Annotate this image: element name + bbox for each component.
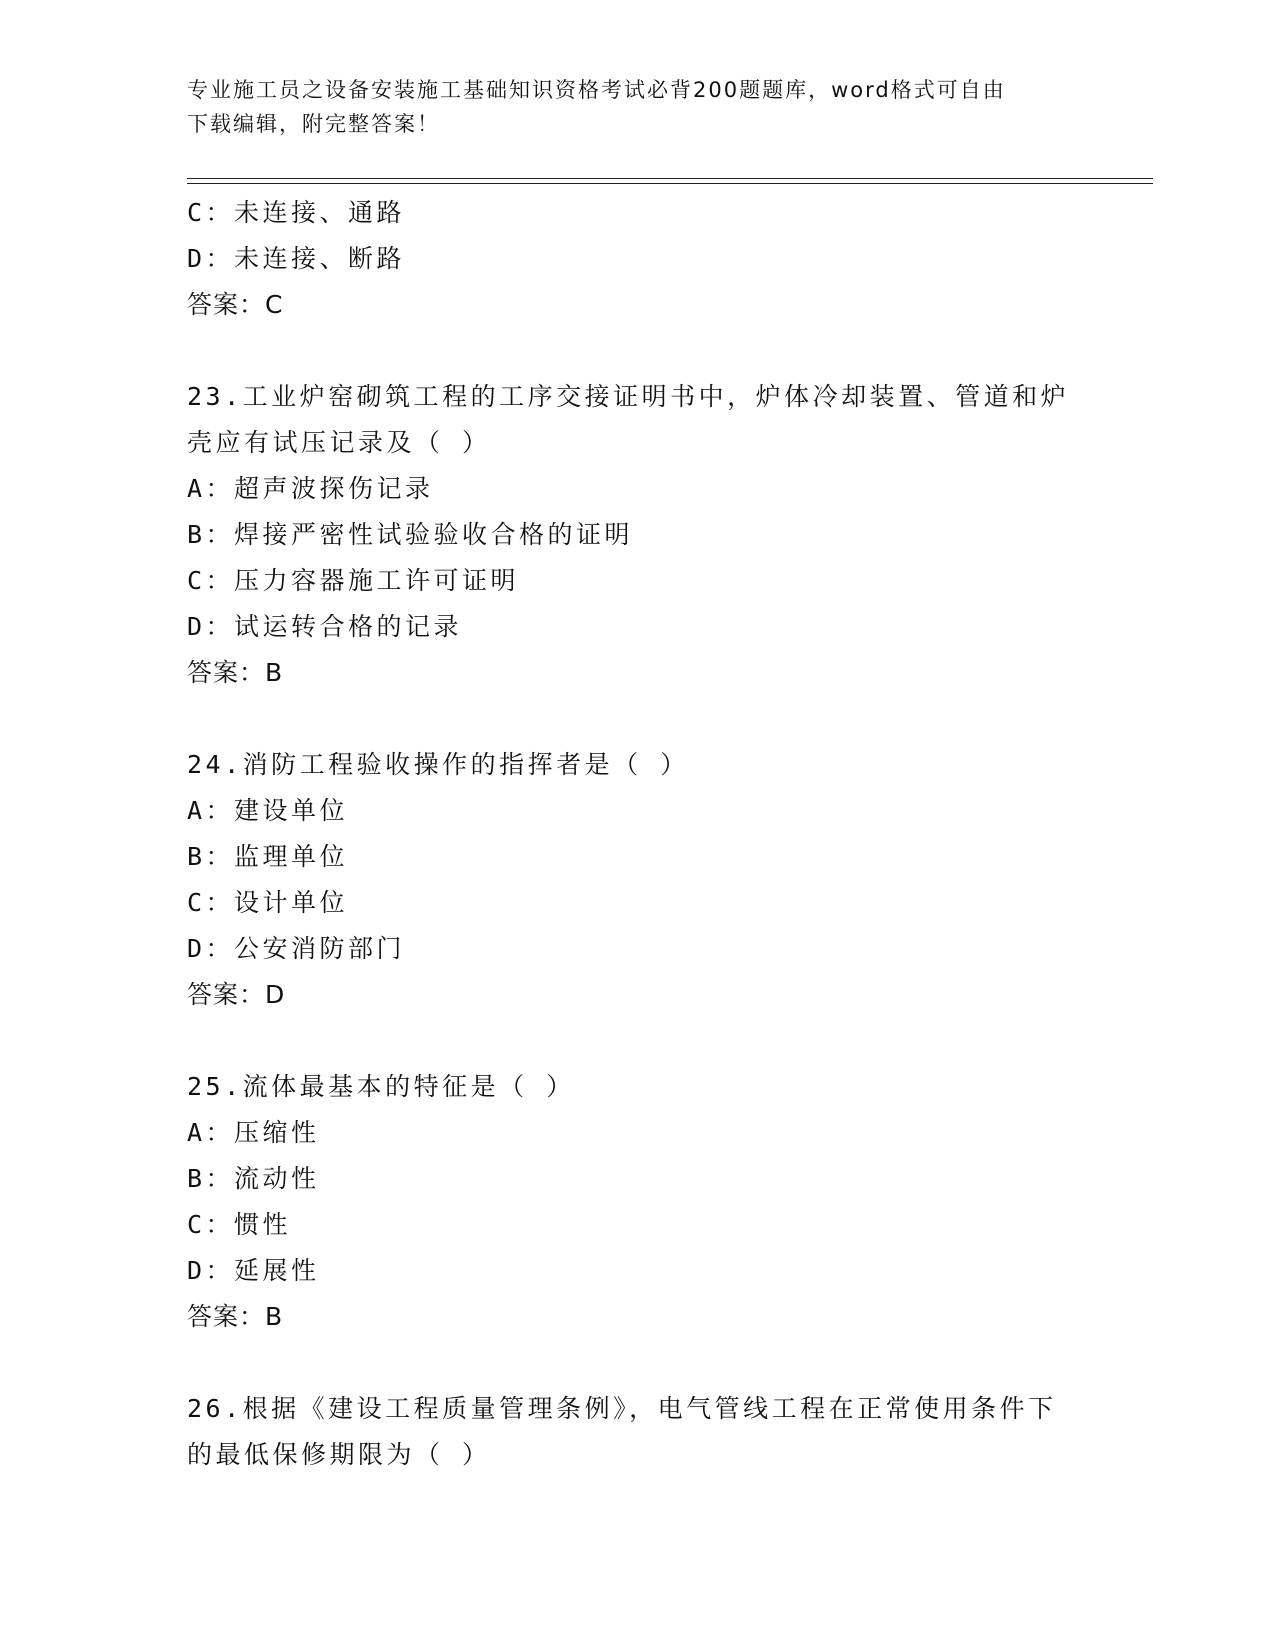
option-d: D：试运转合格的记录: [187, 612, 463, 641]
question-23: [187, 374, 1087, 696]
spacer: [187, 1340, 1087, 1386]
option-d: D：公安消防部门: [187, 934, 406, 963]
header-line-1: 专业施工员之设备安装施工基础知识资格考试必背200题题库，word格式可自由: [187, 78, 1006, 102]
question-stem: 26.根据《建设工程质量管理条例》，电气管线工程在正常使用条件下的最低保修期限为（ ）: [187, 1394, 1057, 1469]
option-a: A：建设单位: [187, 796, 349, 825]
header-divider-bottom: [187, 183, 1153, 184]
option-d: D：延展性: [187, 1256, 320, 1285]
question-stem: 23.工业炉窑砌筑工程的工序交接证明书中，炉体冷却装置、管道和炉壳应有试压记录及（ ）: [187, 382, 1070, 457]
previous-question-tail: [187, 190, 1087, 328]
option-b: B：焊接严密性试验验收合格的证明: [187, 520, 634, 549]
spacer: [187, 696, 1087, 742]
question-24: [187, 742, 1087, 1018]
option-a: A：压缩性: [187, 1118, 320, 1147]
answer-line: 答案：C: [187, 290, 284, 319]
header-divider-top: [187, 178, 1153, 179]
option-b: B：流动性: [187, 1164, 320, 1193]
option-d: D：未连接、断路: [187, 244, 406, 273]
option-c: C：惯性: [187, 1210, 292, 1239]
spacer: [187, 1018, 1087, 1064]
question-26: [187, 1386, 1087, 1478]
question-25: [187, 1064, 1087, 1340]
option-b: B：监理单位: [187, 842, 349, 871]
question-stem: 25.流体最基本的特征是（ ）: [187, 1072, 575, 1101]
answer-line: 答案：B: [187, 658, 284, 687]
option-c: C：未连接、通路: [187, 198, 406, 227]
spacer: [187, 328, 1087, 374]
option-c: C：压力容器施工许可证明: [187, 566, 520, 595]
answer-line: 答案：D: [187, 980, 286, 1009]
option-a: A：超声波探伤记录: [187, 474, 434, 503]
option-c: C：设计单位: [187, 888, 349, 917]
document-header: [187, 73, 1087, 141]
question-content: [187, 190, 1087, 1478]
answer-line: 答案：B: [187, 1302, 284, 1331]
header-line-2: 下载编辑，附完整答案！: [187, 112, 440, 136]
question-stem: 24.消防工程验收操作的指挥者是（ ）: [187, 750, 689, 779]
